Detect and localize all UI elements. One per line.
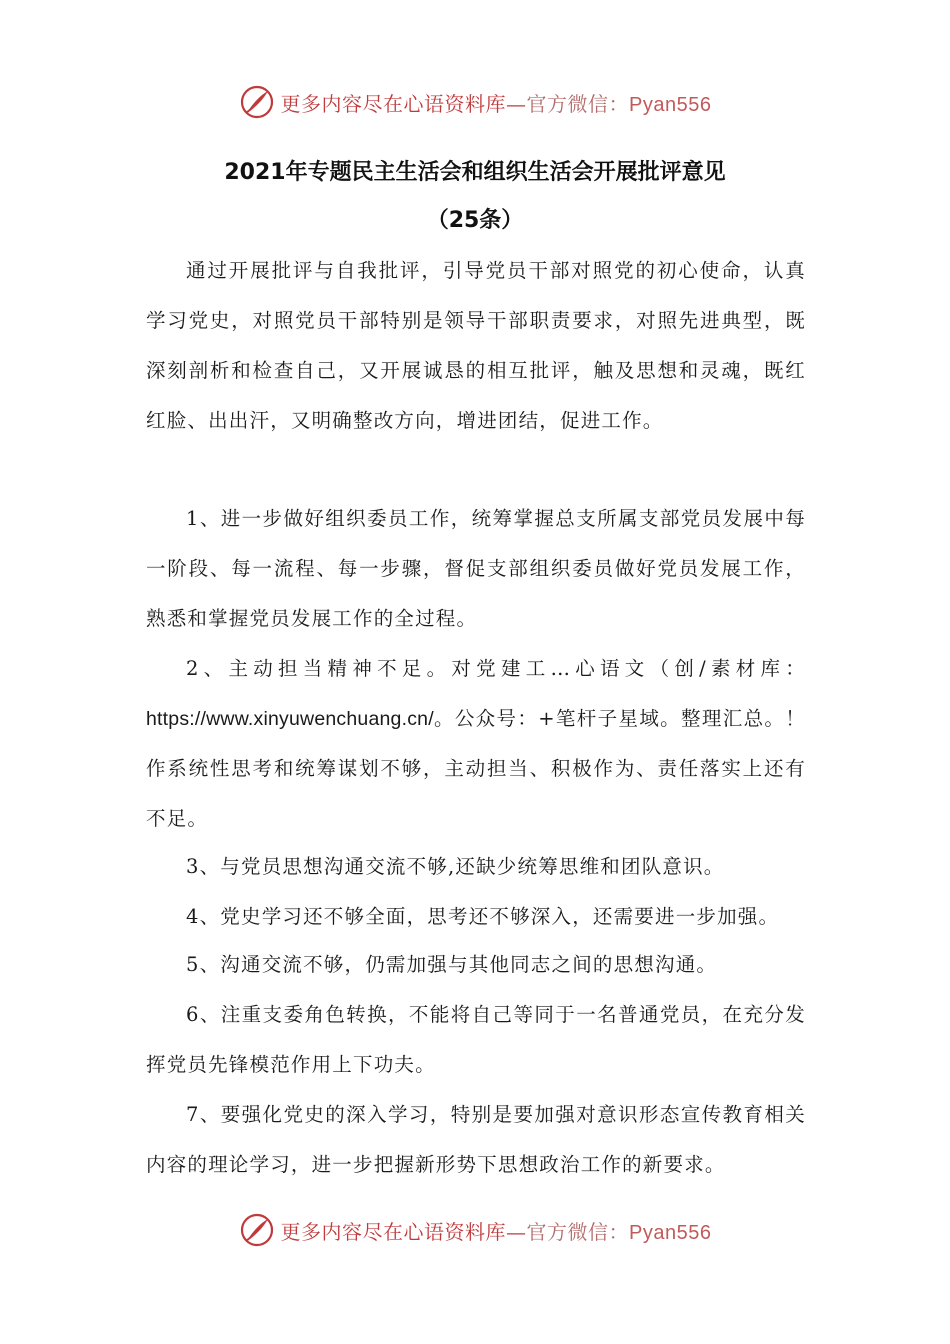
intro-paragraph: 通过开展批评与自我批评，引导党员干部对照党的初心使命，认真学习党史，对照党员干部特别是领导干部职责要求，对照先进典型，既深刻剖析和检查自己，又开展诚恳的相互批评，触及思想和灵魂，既红红脸、出出汗，又明确整改方向，增进团结，促进工作。	[146, 259, 806, 432]
item-5-paragraph: 5、沟通交流不够，仍需加强与其他同志之间的思想沟通。	[186, 953, 718, 976]
watermark-wechat-label: 官方微信：	[526, 1219, 630, 1244]
item-3-paragraph: 3、与党员思想沟通交流不够,还缺少统筹思维和团队意识。	[186, 855, 725, 878]
item-6-paragraph: 6、注重支委角色转换，不能将自己等同于一名普通党员，在充分发挥党员先锋模范作用上下功夫。	[146, 1003, 806, 1076]
item-7-paragraph: 7、要强化党史的深入学习，特别是要加强对意识形态宣传教育相关内容的理论学习，进一步把握新形势下思想政治工作的新要求。	[146, 1103, 806, 1176]
watermark-wechat-label: 官方微信：	[526, 91, 630, 116]
document-title: 2021年专题民主生活会和组织生活会开展批评意见	[224, 160, 726, 185]
item-2-text-b: 。公众号：+笔杆子星域。整理汇总。！作系统性思考和统筹谋划不够，主动担当、积极作为、责任落实上还有不足。	[146, 707, 806, 830]
watermark-wechat-id: Pyan556	[629, 1221, 712, 1244]
item-2-text-a: 2、主动担当精神不足。对党建工…心语文（创/素材库：	[186, 657, 806, 680]
watermark-text	[281, 88, 712, 117]
watermark-main: 更多内容尽在心语资料库—	[280, 91, 527, 116]
header-watermark-banner	[0, 82, 950, 122]
watermark-text	[281, 1216, 712, 1245]
item-1-paragraph: 1、进一步做好组织委员工作，统筹掌握总支所属支部党员发展中每一阶段、每一流程、每一步骤，督促支部组织委员做好党员发展工作，熟悉和掌握党员发展工作的全过程。	[146, 507, 806, 630]
item-2-paragraph	[146, 644, 806, 844]
quill-logo-icon	[239, 84, 275, 120]
watermark-main: 更多内容尽在心语资料库—	[280, 1219, 527, 1244]
footer-watermark-banner	[0, 1210, 950, 1250]
item-4-paragraph: 4、党史学习还不够全面，思考还不够深入，还需要进一步加强。	[186, 905, 780, 928]
document-subtitle: （25条）	[426, 208, 524, 233]
watermark-wechat-id: Pyan556	[629, 93, 712, 116]
quill-logo-icon	[239, 1212, 275, 1248]
item-2-url: https://www.xinyuwenchuang.cn/	[146, 708, 434, 730]
